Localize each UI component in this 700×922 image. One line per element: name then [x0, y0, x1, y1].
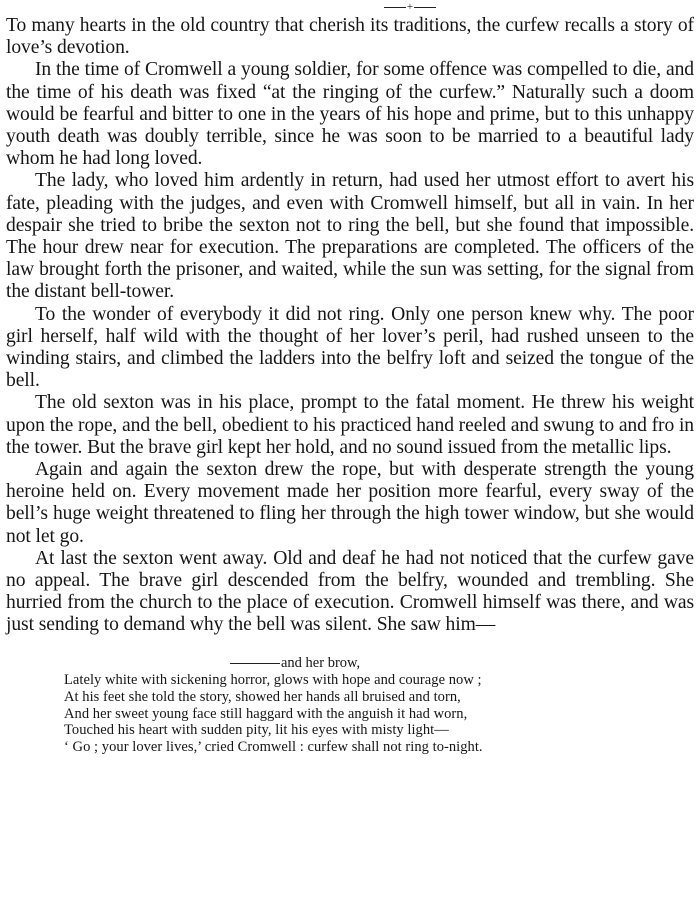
poem-lead-text: and her brow, [281, 654, 361, 671]
ornament-mark: + [406, 1, 414, 14]
paragraph-1: To many hearts in the old country that cherish its traditions, the curfew recalls a story of love’s devotion. [6, 15, 694, 59]
paragraph-4: To the wonder of everybody it did not ring. Only one person knew why. The poor girl herself, half wild with the thought of her lover’s peril, had rushed unseen to the winding stairs, and climbed the ladders into the belfry loft and seized the tongue of the bell. [6, 303, 694, 392]
article-body [6, 15, 694, 637]
section-ornament [126, 0, 694, 14]
poem-verse [6, 672, 694, 757]
paragraph-7: At last the sexton went away. Old and deaf he had not noticed that the curfew gave no appeal. The brave girl descended from the belfry, wounded and trembling. She hurried from the church to the place of execution. Cromwell himself was there, and was just sending to demand why the bell was silent. She saw him— [6, 547, 694, 636]
poem-line-1: Lately white with sickening horror, glows with hope and courage now ; [64, 671, 482, 688]
poem-line-5: ‘ Go ; your lover lives,’ cried Cromwell : curfew shall not ring to-night. [64, 739, 483, 756]
paragraph-5: The old sexton was in his place, prompt to the fatal moment. He threw his weight upon the rope, and the bell, obedient to his practiced hand reeled and swung to and fro in the tower. But the brave girl kept her hold, and no sound issued from the metallic lips. [6, 392, 695, 458]
poem-lead-line [6, 655, 694, 672]
poem-line-2: At his feet she told the story, showed her hands all bruised and torn, [64, 688, 461, 705]
ornament-rule-left [384, 7, 406, 8]
poem-line-4: Touched his heart with sudden pity, lit his eyes with misty light— [64, 722, 449, 739]
paragraph-2: In the time of Cromwell a young soldier, for some offence was compelled to die, and the time of his death was fixed “at the ringing of the curfew.” Naturally such a doom would be fearful and bitter to one in the years of his hope and prime, but to this unhappy youth death was doubly terrible, since he was soon to be married to a beautiful lady whom he had long loved. [6, 59, 694, 170]
poem-lead-rule [230, 663, 280, 664]
paragraph-3: The lady, who loved him ardently in return, had used her utmost effort to avert his fate, pleading with the judges, and even with Cromwell himself, but all in vain. In her despair she tried to bribe the sexton not to ring the bell, but she found that impossible. The hour drew near for execution. The preparations are completed. The officers of the law brought forth the prisoner, and waited, while the sun was setting, for the signal from the distant bell-tower. [6, 170, 694, 303]
paragraph-6: Again and again the sexton drew the rope, but with desperate strength the young heroine held on. Every movement made her position more fearful, every sway of the bell’s huge weight threatened to fling her through the high tower window, but she would not let go. [6, 459, 694, 547]
document-page [6, 0, 694, 922]
poem-line-3: And her sweet young face still haggard with the anguish it had worn, [64, 705, 468, 722]
ornament-rule-right [414, 7, 436, 8]
